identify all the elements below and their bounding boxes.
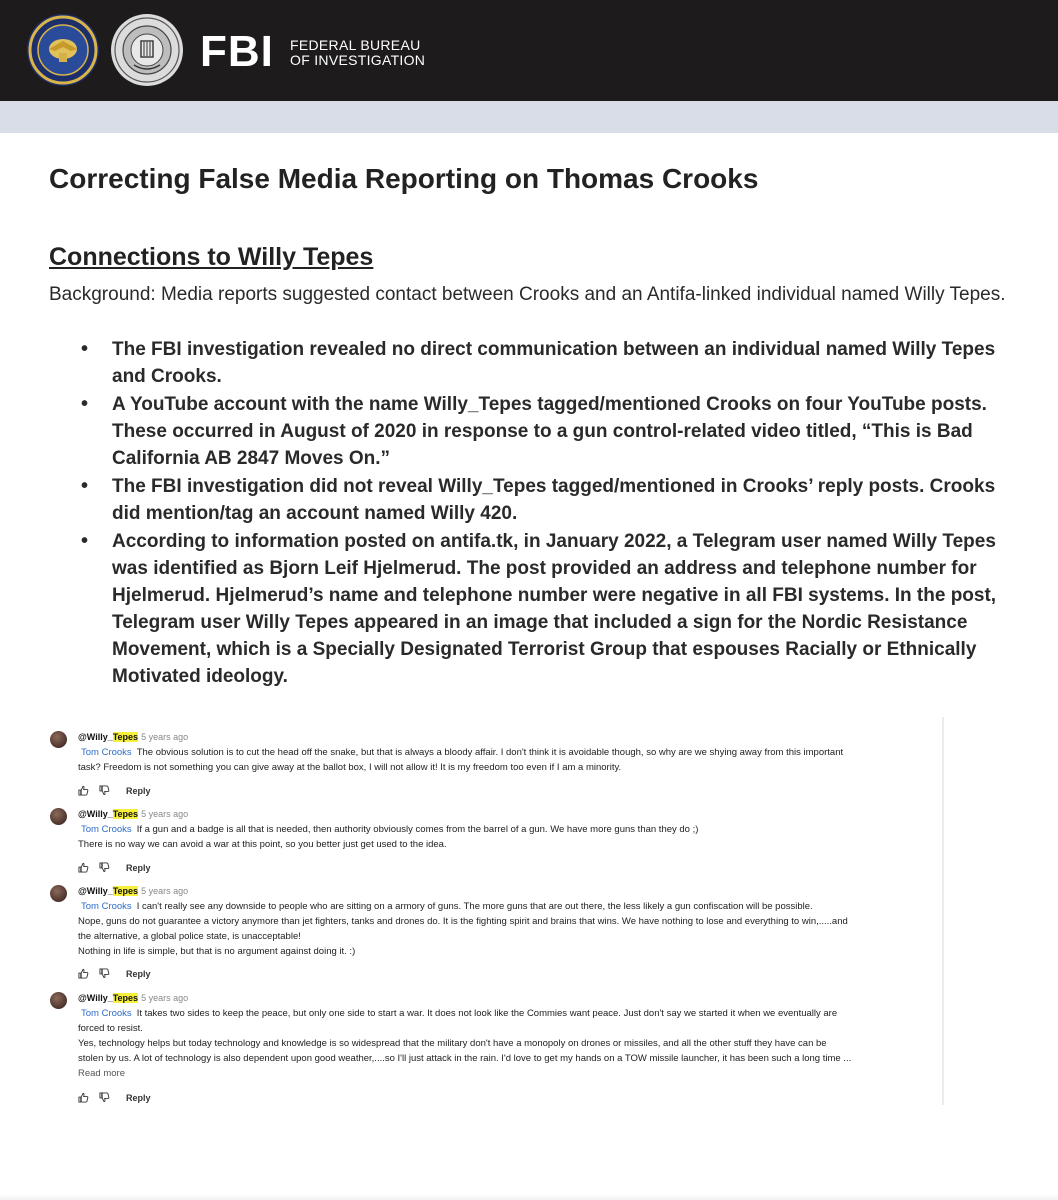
agency-name-line1: FEDERAL BUREAU	[290, 37, 421, 53]
page-header	[0, 0, 1058, 101]
section-heading: Connections to Willy Tepes	[49, 243, 374, 271]
comment-line: The obvious solution is to cut the head off the snake, but that is always a bloody affair. I don't think it is avoidable though, so why are we shying away from this important	[136, 747, 844, 758]
comment-age: 5 years ago	[141, 732, 189, 742]
avatar	[50, 992, 67, 1009]
handle-highlight[interactable]: Tepes	[112, 809, 139, 819]
comment-meta	[78, 808, 188, 820]
thumbs-down-icon[interactable]	[99, 1092, 110, 1103]
page-bottom-edge	[0, 1194, 1058, 1200]
comment-age: 5 years ago	[141, 993, 189, 1003]
comment-line: the alternative, a global police state, is unacceptable!	[78, 931, 301, 942]
handle-highlight[interactable]: Tepes	[112, 993, 139, 1003]
comment-line: Yes, technology helps but today technology and knowledge is so widespread that the military don't have a monopoly on drones or missiles, and all the other stuff they have can be	[78, 1038, 827, 1049]
reply-button[interactable]: Reply	[126, 1093, 151, 1103]
fbi-wordmark: FBI	[200, 27, 274, 76]
comment-body	[78, 822, 908, 852]
comment-meta	[78, 731, 188, 743]
finding-item: • The FBI investigation revealed no direct communication between an individual named Willy Tepes and Crooks.	[112, 336, 1002, 390]
handle-prefix[interactable]: @Willy_	[78, 886, 113, 896]
page-title: Correcting False Media Reporting on Thomas Crooks	[49, 163, 759, 194]
findings-list	[112, 336, 1002, 691]
finding-item: • According to information posted on antifa.tk, in January 2022, a Telegram user named Willy Tepes was identified as Bjorn Leif Hjelmerud. The post provided an address and telephone number for Hjelmerud. Hjelmerud’s name and telephone number were negative in all FBI systems. In the post, Telegram user Willy Tepes appeared in an image that included a sign for the Nordic Resistance Movement, which is a Specially Designated Terrorist Group that espouses Racially or Ethnically Motivated ideology.	[112, 528, 1002, 690]
handle-highlight[interactable]: Tepes	[112, 732, 139, 742]
finding-item: • A YouTube account with the name Willy_Tepes tagged/mentioned Crooks on four YouTube posts. These occurred in August of 2020 in response to a gun control-related video titled, “This is Bad California AB 2847 Moves On.”	[112, 391, 1002, 472]
comment-body	[78, 745, 908, 775]
fbi-seal-icon	[110, 13, 184, 87]
comment-actions	[78, 1092, 151, 1104]
thumbs-down-icon[interactable]	[99, 785, 110, 796]
reply-button[interactable]: Reply	[126, 863, 151, 873]
handle-highlight[interactable]: Tepes	[112, 886, 139, 896]
thumbs-up-icon[interactable]	[78, 968, 89, 979]
mention-link[interactable]: Tom Crooks	[81, 747, 132, 758]
doj-seal-icon	[26, 13, 100, 87]
thumbs-down-icon[interactable]	[99, 862, 110, 873]
mention-link[interactable]: Tom Crooks	[81, 824, 132, 835]
reply-button[interactable]: Reply	[126, 969, 151, 979]
thumbs-up-icon[interactable]	[78, 1092, 89, 1103]
comment-body	[78, 1006, 908, 1081]
comment-line: There is no way we can avoid a war at this point, so you better just get used to the idea.	[78, 839, 447, 850]
thumbs-up-icon[interactable]	[78, 862, 89, 873]
comment-line: task? Freedom is not something you can give away at the ballot box, I will not allow it! It is my freedom too even if I am a minority.	[78, 762, 622, 773]
youtube-comments-screenshot	[44, 717, 944, 1105]
comment-body	[78, 899, 908, 959]
thumbs-down-icon[interactable]	[99, 968, 110, 979]
comment-actions	[78, 968, 151, 980]
comment-meta	[78, 992, 188, 1004]
handle-prefix[interactable]: @Willy_	[78, 809, 113, 819]
comment-age: 5 years ago	[141, 886, 189, 896]
read-more-link[interactable]: Read more	[78, 1068, 125, 1079]
comment-line: It takes two sides to keep the peace, but only one side to start a war. It does not look like the Commies want peace. Just don't say we started it when we eventually are	[136, 1008, 838, 1019]
comment-age: 5 years ago	[141, 809, 189, 819]
avatar	[50, 808, 67, 825]
comment-line: forced to resist.	[78, 1023, 143, 1034]
comment-line: Nope, guns do not guarantee a victory anymore than jet fighters, tanks and drones do. It is the fighting spirit and brains that wins. We have nothing to lose and everything to win,.....and	[78, 916, 848, 927]
handle-prefix[interactable]: @Willy_	[78, 993, 113, 1003]
header-band	[0, 101, 1058, 133]
avatar	[50, 885, 67, 902]
reply-button[interactable]: Reply	[126, 786, 151, 796]
comment-actions	[78, 785, 151, 797]
mention-link[interactable]: Tom Crooks	[81, 901, 132, 912]
comment-actions	[78, 862, 151, 874]
agency-name	[290, 38, 425, 68]
comment-line: Nothing in life is simple, but that is no argument against doing it. :)	[78, 946, 356, 957]
comment-line: I can't really see any downside to people who are sitting on a armory of guns. The more guns that are out there, the less likely a gun confiscation will be possible.	[136, 901, 813, 912]
background-paragraph: Background: Media reports suggested contact between Crooks and an Antifa-linked individual named Willy Tepes.	[49, 284, 1006, 305]
thumbs-up-icon[interactable]	[78, 785, 89, 796]
avatar	[50, 731, 67, 748]
finding-item: • The FBI investigation did not reveal Willy_Tepes tagged/mentioned in Crooks’ reply posts. Crooks did mention/tag an account named Willy 420.	[112, 473, 1002, 527]
agency-name-line2: OF INVESTIGATION	[290, 52, 426, 68]
comment-meta	[78, 885, 188, 897]
mention-link[interactable]: Tom Crooks	[81, 1008, 132, 1019]
handle-prefix[interactable]: @Willy_	[78, 732, 113, 742]
comment-line: stolen by us. A lot of technology is also dependent upon good weather,....so I'll just attack in the rain. I'd love to get my hands on a TOW missile launcher, it has been such a long time ...	[78, 1053, 852, 1064]
comment-line: If a gun and a badge is all that is needed, then authority obviously comes from the barrel of a gun. We have more guns than they do ;)	[136, 824, 699, 835]
